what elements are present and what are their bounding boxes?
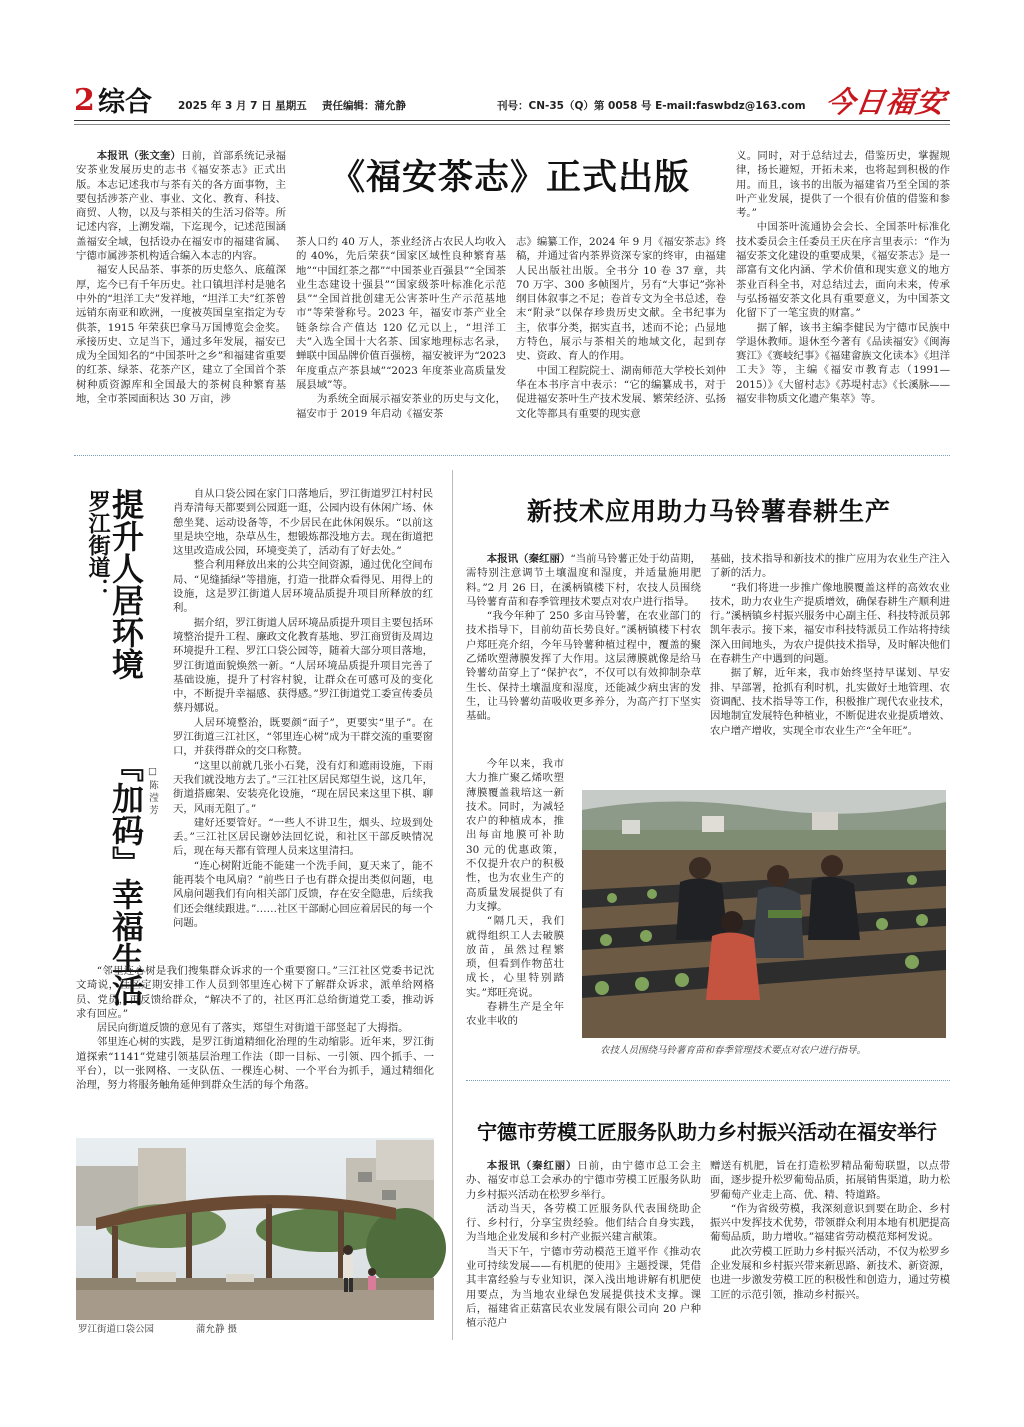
tea-column-4 xyxy=(736,149,950,447)
labor-text-1b: 活动当天，各劳模工匠服务队代表围绕助企行、乡村行，分享宝贵经验。他们结合自身实践，为当地企业发展和乡村产业振兴建言献策。 xyxy=(466,1202,701,1244)
tea-column-2 xyxy=(296,235,506,447)
potato-column-1b xyxy=(466,757,564,1063)
labor-text-1c: 当天下午，宁德市劳动模范王道平作《推动农业可持续发展——有机肥的使用》主题授课，凭借其丰富经验与专业知识，深入浅出地讲解有机肥使用要点，为当地农业绿色发展提供技术支撑。课后，福建省正菇富民农业发展有限公司向 20 户种植示范户 xyxy=(466,1245,701,1330)
potato-headline: 新技术应用助力马铃薯春耕生产 xyxy=(526,497,891,526)
masthead-rule-thin xyxy=(74,124,950,125)
tea-column-3 xyxy=(516,235,726,447)
luojiang-text-2: 整合利用释放出来的公共空间资源，通过优化空间布局、“见缝插绿”等措施，打造一批群众看得见、用得上的设施，这是罗江街道人居环境品质提升项目所释放的红利。 xyxy=(173,559,433,615)
masthead-rule xyxy=(74,120,950,121)
tea-column-1 xyxy=(76,149,286,447)
section-divider xyxy=(74,455,950,456)
luojiang-text-5: “这里以前就几张小石凳，没有灯和遮雨设施，下雨天我们就没地方去了。”三江社区居民郑望生说，这几年，街道搭廊架、安装亮化设施，“现在居民来这里下棋、聊天，风雨无阻了。” xyxy=(173,759,433,815)
potato-byline: 本报讯（秦红丽） xyxy=(486,553,571,565)
labor-byline: 本报讯（秦红丽） xyxy=(486,1160,578,1172)
farmers-caption: 农技人员围绕马铃薯育苗和春季管理技术要点对农户进行指导。 xyxy=(600,1045,867,1056)
luojiang-text-8: “邻里连心树是我们搜集群众诉求的一个重要窗口。”三江社区党委书记沈文琦说，社区定期安排工作人员到邻里连心树下了解群众诉求，派单给网格员、党员，再反馈给群众，“解决不了的，社区再汇总给街道党工委，推动诉求有回应。” xyxy=(76,965,434,1020)
labor-column-2 xyxy=(710,1159,950,1319)
potato-text-1: “当前马铃薯正处于幼苗期，需特别注意调节土壤温度和湿度，并适量施用肥料。”2 月 26 日，在溪柄镇楼下村，农技人员围绕马铃薯育苗和春季管理技术要点对农户进行指导。 xyxy=(466,553,702,608)
tea-text-4: 义。同时，对于总结过去，借鉴历史，掌握规律，扬长避短，开拓未来，也将起到积极的作用。而且，该书的出版为福建省乃至全国的茶叶产业发展，提供了一个很有价值的借鉴和参考。” xyxy=(736,150,950,220)
section-name: 综合 xyxy=(98,87,152,118)
labor-column-1 xyxy=(466,1159,702,1330)
farmers-photo xyxy=(582,790,946,1038)
luojiang-author: □ 陈 滢 芳 xyxy=(147,766,158,815)
pocket-park-credit: 蒲允静 摄 xyxy=(196,1324,238,1335)
potato-text-2b: “我们将进一步推广像地膜覆盖这样的高效农业技术，助力农业生产提质增效，确保春耕生产顺利进行。”溪柄镇乡村振兴服务中心副主任、科技特派员郭凯年表示。接下来，福安市科技特派员工作站将持续深入田间地头，为农户提供技术指导，及时解决他们在春耕生产中遇到的问题。 xyxy=(710,581,950,666)
potato-text-1b: “我今年种了 250 多亩马铃薯，在农业部门的技术指导下，目前幼苗长势良好。”溪柄镇楼下村农户郑旺亮介绍，今年马铃薯种植过程中，覆盖的聚乙烯吹塑薄膜发挥了大作用。这层薄膜就像是给马铃薯幼苗穿上了“保护衣”，不仅可以有效抑制杂草生长、保持土壤温度和湿度，还能减少病虫害的发生，让马铃薯幼苗吸收更多养分，为高产打下坚实基础。 xyxy=(466,610,701,723)
labor-text-2: 赠送有机肥，旨在打造松罗精品葡萄联盟，以点带面，逐步提升松罗葡萄品质，拓展销售渠道，助力松罗葡萄产业走上高、优、精、特道路。 xyxy=(710,1160,950,1201)
luojiang-text-7: “连心树附近能不能建一个洗手间，夏天来了，能不能再装个电风扇？”前些日子也有群众提出类似问题，电风扇问题我们有向相关部门反馈，存在安全隐患，后续我们还会继续跟进。”……社区干部耐心回应着居民的每一个问题。 xyxy=(173,859,433,929)
tea-headline: 《福安茶志》正式出版 xyxy=(329,158,690,198)
tea-text-4b: 中国茶叶流通协会会长、全国茶叶标准化技术委员会主任委员王庆在序言里表示：“作为福安茶文化建设的重要成果，《福安茶志》是一部富有文化内涵、学术价值和现实意义的地方茶业百科全书，对总结过去，面向未来，传承与弘扬福安茶文化具有重要意义，为中国茶文化留下了一笔宝贵的财富。” xyxy=(736,221,950,320)
luojiang-text-3: 据介绍，罗江街道人居环境品质提升项目主要包括环境整治提升工程、廉政文化教育基地、罗江商贸街及周边环境提升工程、罗江口袋公园等，随着大部分项目落地，罗江街道面貌焕然一新。“人居环境品质提升项目完善了基础设施，提升了村容村貌，让群众在可感可及的变化中，不断提升幸福感、获得感。”罗江街道党工委宣传委员蔡丹娜说。 xyxy=(173,616,433,715)
luojiang-headline-sub: 『加码』幸福生活 xyxy=(107,750,145,1006)
labor-text-2b: “作为省级劳模，我深刻意识到要在助企、乡村振兴中发挥技术优势，带领群众利用本地有机肥提高葡萄品质，助力增收。”福建省劳动模范郑柯发说。 xyxy=(710,1202,950,1244)
potato-column-2 xyxy=(710,552,950,772)
editor-credit: 责任编辑：蒲允静 xyxy=(322,100,406,112)
luojiang-kicker: 罗江街道： xyxy=(85,490,110,600)
tea-text-2b: 为系统全面展示福安茶业的历史与文化，福安市于 2019 年启动《福安茶 xyxy=(296,393,506,420)
page-number: 2 xyxy=(74,83,95,118)
luojiang-column-bottom xyxy=(76,964,434,1134)
luojiang-text-9: 居民向街道反馈的意见有了落实，郑望生对街道干部竖起了大拇指。 xyxy=(96,1022,409,1035)
tea-text-2: 茶人口约 40 万人，茶业经济占农民人均收入的 40%，先后荣获“国家区域性良种繁育基地”“中国红茶之都”“中国茶业百强县”“全国茶业生态建设十强县”“国家级茶叶标准化示范县”“全国首批创建无公害茶叶生产示范基地市”等荣誉称号。2023 年，福安市茶产业全链条综合产值达 120 亿元以上，“坦洋工夫”入选全国十大名茶、国家地理标志名录，蝉联中国品牌价值百强榜，福安被评为“2023 年度重点产茶县域”“2023 年度茶业高质量发展县域”等。 xyxy=(296,236,506,391)
farmers-illustration xyxy=(582,790,946,1038)
tea-text-1b: 福安人民品茶、事茶的历史悠久、底蕴深厚，迄今已有千年历史。社口镇坦洋村是驰名中外的“坦洋工夫”发祥地，“坦洋工夫”红茶曾远销东南亚和欧洲，一度被英国皇室指定为专供茶，1915 年荣获巴拿马万国博览会金奖。承接历史、立足当下，通过多年发展，福安已成为全国知名的“中国茶叶之乡”和福建省重要的红茶、绿茶、花茶产区，建立了全国首个茶树种质资源库和全国最大的茶树良种繁育基地，全市茶园面积达 30 万亩，涉 xyxy=(76,264,286,406)
brand-logo: 今日福安 xyxy=(823,85,949,119)
luojiang-text-4: 人居环境整治，既要颜“面子”，更要实“里子”。在罗江街道三江社区，“邻里连心树”成为干群交流的重要窗口，并获得群众的交口称赞。 xyxy=(173,716,433,758)
issue-info: 刊号：CN-35（Q）第 0058 号 E-mail:faswbdz@163.com xyxy=(497,100,806,112)
potato-text-1d: “隔几天，我们就得组织工人去破膜放苗，虽然过程繁琐，但看到作物茁壮成长，心里特别踏实。”郑旺亮说。 xyxy=(466,915,564,999)
luojiang-text-1: 自从口袋公园在家门口落地后，罗江街道罗江村村民肖寿清每天都要到公园逛一逛，公园内设有休闲广场、休憩坐凳、运动设备等，不少居民在此休闲娱乐。“以前这里是块空地，杂草丛生，想锻炼都没地方去。现在街道把这里改造成公园，环境变美了，活动有了好去处。” xyxy=(173,488,433,558)
labor-text-1: 日前，由宁德市总工会主办、福安市总工会承办的宁德市劳模工匠服务队助力乡村振兴活动在松罗乡举行。 xyxy=(466,1160,702,1201)
potato-text-1c: 今年以来，我市大力推广聚乙烯吹塑薄膜覆盖栽培这一新技术。同时，为减轻农户的种植成本，推出每亩地膜可补助 30 元的优惠政策，不仅提升农户的积极性，也为农业生产的高质量发展提供了有力支撑。 xyxy=(466,758,564,913)
tea-text-3b: 中国工程院院士、湖南师范大学校长刘仲华在本书序言中表示：“它的编纂成书，对于促进福安茶叶生产技术发展、繁荣经济、弘扬文化等都具有重要的现实意 xyxy=(516,364,726,420)
labor-text-2c: 此次劳模工匠助力乡村振兴活动，不仅为松罗乡企业发展和乡村振兴带来新思路、新技术、新资源，也进一步激发劳模工匠的积极性和创造力，通过劳模工匠的示范引领，推动乡村振兴。 xyxy=(710,1245,950,1301)
pocket-park-photo xyxy=(76,1138,434,1320)
tea-byline: 本报讯（张文奎） xyxy=(96,150,181,162)
potato-labor-divider xyxy=(466,1080,950,1081)
potato-text-2c: 据了解，近年来，我市始终坚持早谋划、早安排、早部署，抢抓有利时机，扎实做好土地管理、农资调配、技术指导等工作，积极推广现代农业技术，因地制宜发展特色种植业，不断促进农业提质增效、农户增产增收，实现全市农业生产“全年旺”。 xyxy=(710,667,950,737)
labor-headline: 宁德市劳模工匠服务队助力乡村振兴活动在福安举行 xyxy=(477,1120,937,1144)
luojiang-headline-main: 提升人居环境 xyxy=(107,488,145,680)
column-divider xyxy=(452,470,453,1340)
tea-text-3: 志》编纂工作，2024 年 9 月《福安茶志》终稿，并通过省内茶界资深专家的终审，由福建人民出版社出版。全书分 10 卷 37 章，共 70 万字、300 多帧图片，另有“大事记”弥补纲目体叙事之不足；卷首专文为全书总述，卷末“附录”以保存珍贵历史文献。全书纪事为主，依事分类，据实直书，述而不论；凸显地方特色，展示与茶相关的地域文化，起到存史、资政、育人的作用。 xyxy=(516,236,726,363)
pocket-park-illustration xyxy=(76,1138,434,1320)
luojiang-text-10: 邻里连心树的实践，是罗江街道精细化治理的生动缩影。近年来，罗江街道探索“1141”党建引领基层治理工作法（即一目标、一引领、四个抓手、一平台），以一张网格、一支队伍、一棵连心树、一个平台为抓手，通过精细化治理，努力将服务触角延伸到群众生活的每个角落。 xyxy=(76,1036,434,1092)
issue-date: 2025 年 3 月 7 日 星期五 xyxy=(178,100,307,112)
potato-column-1a xyxy=(466,552,701,761)
potato-text-1e: 春耕生产是全年农业丰收的 xyxy=(466,1001,564,1028)
potato-text-2: 基础，技术指导和新技术的推广应用为农业生产注入了新的活力。 xyxy=(710,553,950,580)
luojiang-text-6: 建好还要管好。“一些人不讲卫生，烟头、垃圾到处丢。”三江社区居民谢妙法回忆说，和社区干部反映情况后，现在每天都有管理人员来这里清扫。 xyxy=(173,816,433,858)
tea-text-4c: 据了解，该书主编李健民为宁德市民族中学退休教师。退休至今著有《品读福安》《闽海赛江》《赛岐纪事》《福建畲族文化读本》《坦洋工夫》等，主编《福安市教育志（1991—2015）》《大留村志》《苏堤村志》《长溪脉——福安非物质文化遗产集萃》等。 xyxy=(736,321,950,406)
tea-text-1: 日前，首部系统记录福安茶业发展历史的志书《福安茶志》正式出版。本志记述我市与茶有关的各方面事物，主要包括涉茶产业、事业、文化、教育、科技、商贸、人物，以及与茶相关的生活习俗等。所记述内容，上溯发端，下迄现今，记述范围涵盖福安全域，包括设办在福安市的福建省属、宁德市属涉茶机构适合编入本志的内容。 xyxy=(76,150,287,263)
pocket-park-caption: 罗江街道口袋公园 xyxy=(78,1324,155,1335)
